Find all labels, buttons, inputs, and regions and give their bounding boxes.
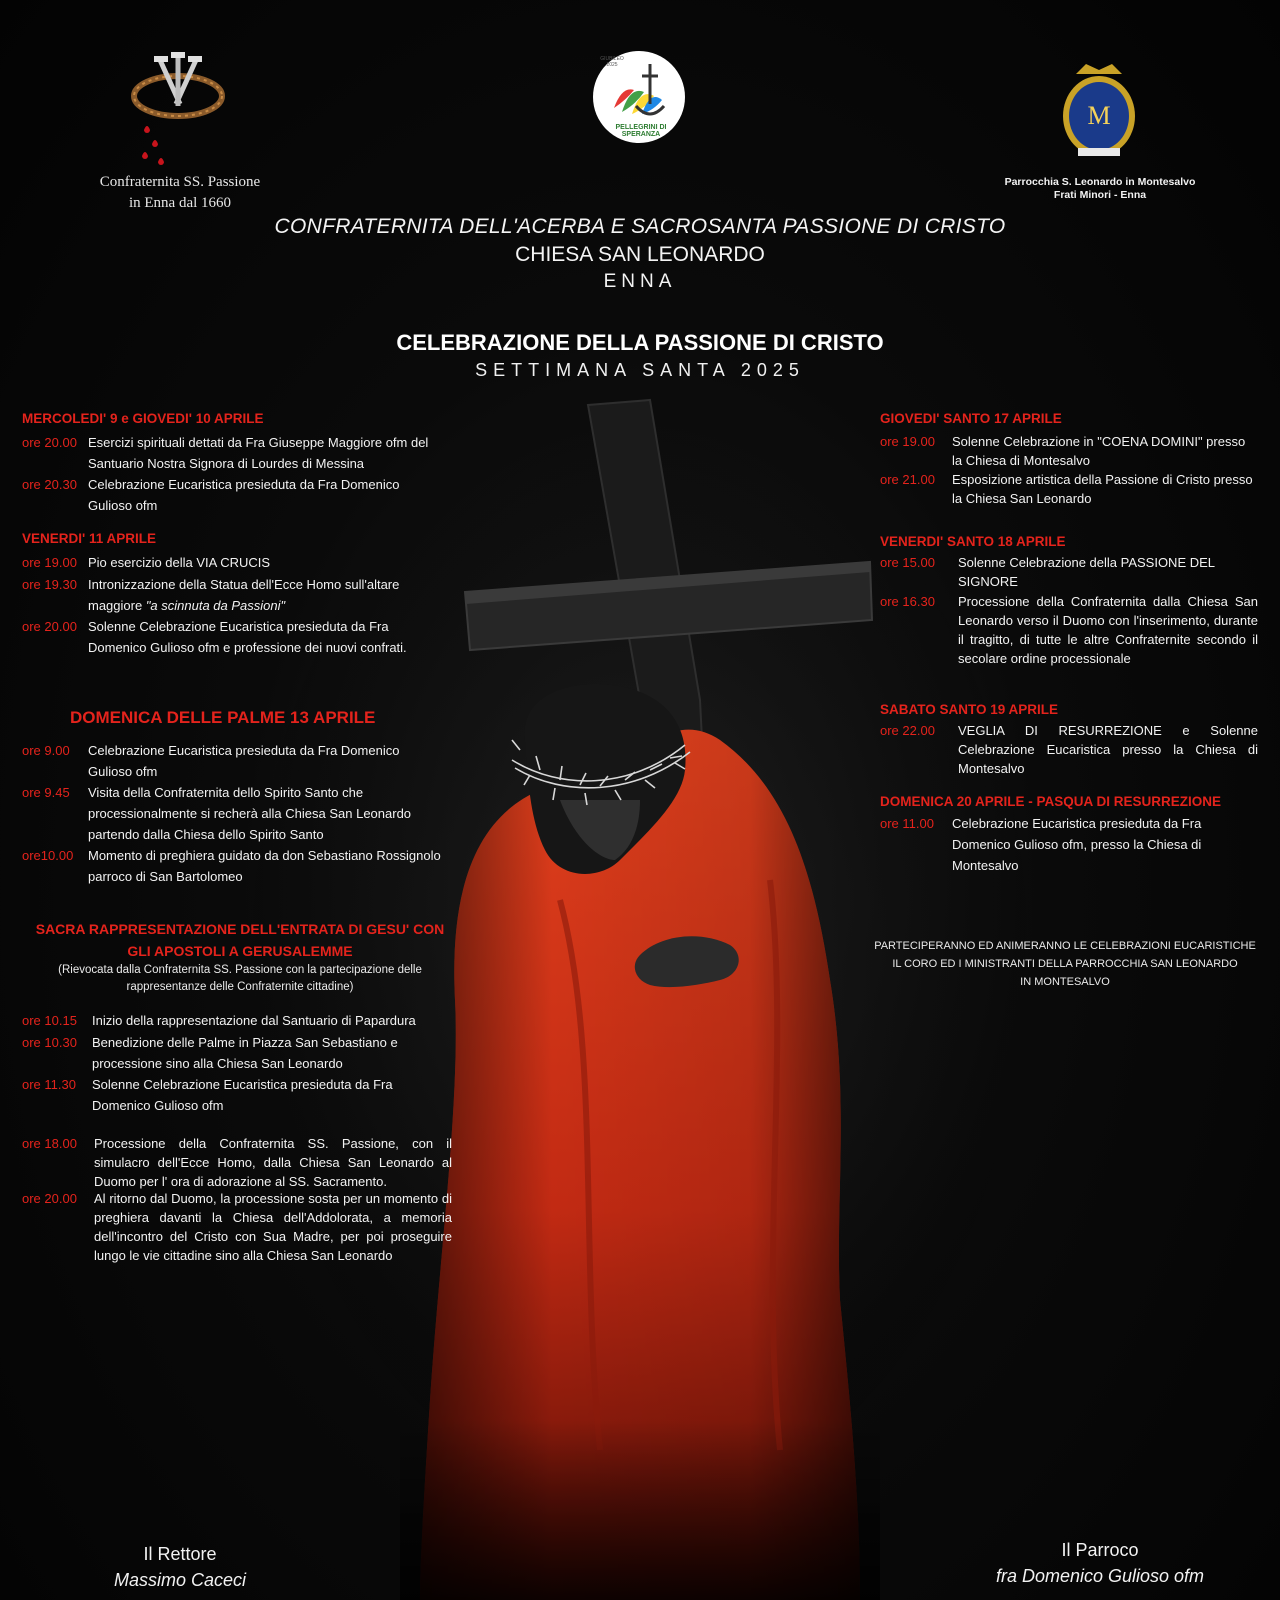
entry-description: Solenne Celebrazione Eucaristica presieduta da Fra Domenico Gulioso ofm e professione dei nuovi confrati. <box>88 619 407 655</box>
day-heading-sabato-santo: SABATO SANTO 19 APRILE <box>880 702 1059 717</box>
entry-time: ore 15.00 <box>880 555 935 570</box>
entry-description-text: Intronizzazione della Statua dell'Ecce Homo sull'altare maggiore <box>88 577 400 613</box>
entry-time: ore10.00 <box>22 848 74 863</box>
confraternita-title: CONFRATERNITA DELL'ACERBA E SACROSANTA PASSIONE DI CRISTO <box>274 215 1006 238</box>
confraternita-crown-logo-icon <box>128 48 228 173</box>
schedule-entry <box>22 1074 442 1116</box>
entry-time: ore 9.45 <box>22 785 70 800</box>
schedule-entry <box>22 616 442 658</box>
parish-crest-logo-icon <box>1056 60 1142 162</box>
entry-description: Al ritorno dal Duomo, la processione sosta per un momento di preghiera davanti la Chiesa dell'Addolorata, a memoria dell'incontro del Cristo con Sua Madre, per poi proseguire lungo le vie cittadine sino alla Chiesa San Leonardo <box>94 1191 452 1263</box>
parish-caption-line1: Parrocchia S. Leonardo in Montesalvo <box>1004 176 1196 188</box>
closing-note-line1: PARTECIPERANNO ED ANIMERANNO LE CELEBRAZIONI EUCARISTICHE <box>874 940 1256 952</box>
entry-time: ore 20.30 <box>22 477 77 492</box>
sacra-rappresentazione-heading <box>30 918 450 962</box>
confraternita-caption-line2: in Enna dal 1660 <box>128 195 232 211</box>
schedule-entry <box>22 1010 452 1031</box>
entry-time: ore 10.30 <box>22 1035 77 1050</box>
entry-description: Solenne Celebrazione in "COENA DOMINI" presso la Chiesa di Montesalvo <box>952 434 1246 468</box>
parish-caption-line2: Frati Minori - Enna <box>1053 189 1147 201</box>
schedule-entry <box>22 782 442 845</box>
entry-description: Esposizione artistica della Passione di Cristo presso la Chiesa San Leonardo <box>952 472 1253 506</box>
confraternita-caption <box>80 172 280 214</box>
entry-time: ore 9.00 <box>22 743 70 758</box>
schedule-entry <box>22 1134 452 1191</box>
entry-description <box>22 574 442 616</box>
schedule-entry <box>22 845 442 887</box>
svg-text:M: M <box>1087 101 1111 130</box>
entry-description: Inizio della rappresentazione dal Santuario di Papardura <box>92 1013 416 1028</box>
sacra-heading-line2: GLI APOSTOLI A GERUSALEMME <box>127 943 353 959</box>
event-subtitle: SETTIMANA SANTA 2025 <box>475 360 805 380</box>
closing-note-line3: IN MONTESALVO <box>1020 976 1110 988</box>
entry-time: ore 19.00 <box>22 555 77 570</box>
schedule-entry <box>22 574 442 616</box>
city-name: ENNA <box>603 271 677 292</box>
entry-description: Visita della Confraternita dello Spirito Santo che processionalmente si recherà alla Chiesa San Leonardo partendo dalla Chiesa dello Spirito Santo <box>88 785 412 842</box>
entry-description: Pio esercizio della VIA CRUCIS <box>88 555 271 570</box>
schedule-entry <box>880 553 1258 591</box>
day-heading-domenica-palme: DOMENICA DELLE PALME 13 APRILE <box>70 708 376 727</box>
confraternita-caption-line1: Confraternita SS. Passione <box>99 174 261 190</box>
schedule-entry <box>22 1032 442 1074</box>
parroco-name: fra Domenico Gulioso ofm <box>995 1566 1205 1586</box>
entry-description: Momento di preghiera guidato da don Sebastiano Rossignolo parroco di San Bartolomeo <box>88 848 441 884</box>
entry-time: ore 16.30 <box>880 594 935 609</box>
parish-caption <box>980 176 1220 202</box>
sacra-note <box>40 962 440 996</box>
entry-time: ore 11.00 <box>880 816 934 831</box>
closing-note-line2: IL CORO ED I MINISTRANTI DELLA PARROCCHIA SAN LEONARDO <box>892 958 1238 970</box>
entry-time: ore 20.00 <box>22 435 77 450</box>
entry-description: VEGLIA DI RESURREZIONE e Solenne Celebrazione Eucaristica presso la Chiesa di Montesalvo <box>958 723 1258 776</box>
entry-description: Celebrazione Eucaristica presieduta da Fra Domenico Gulioso ofm <box>88 477 400 513</box>
entry-description: Processione della Confraternita dalla Chiesa San Leonardo verso il Duomo con l'inserimento, durante il tragitto, di tutte le altre Confraternite secondo il secolare ordine processionale <box>958 594 1258 666</box>
entry-description: Solenne Celebrazione della PASSIONE DEL SIGNORE <box>958 555 1215 589</box>
schedule-entry <box>880 721 1258 778</box>
day-heading-pasqua: DOMENICA 20 APRILE - PASQUA DI RESURREZIONE <box>880 794 1222 809</box>
entry-time: ore 20.00 <box>22 1191 77 1206</box>
sacra-heading-line1: SACRA RAPPRESENTAZIONE DELL'ENTRATA DI GESU' CON <box>35 921 445 937</box>
schedule-entry <box>22 474 442 516</box>
entry-description: Esercizi spirituali dettati da Fra Giuseppe Maggiore ofm del Santuario Nostra Signora di Lourdes di Messina <box>88 435 429 471</box>
entry-time: ore 22.00 <box>880 723 935 738</box>
schedule-entry <box>880 813 1220 876</box>
entry-description: Solenne Celebrazione Eucaristica presieduta da Fra Domenico Gulioso ofm <box>92 1077 393 1113</box>
schedule-entry <box>22 740 442 782</box>
entry-description-italic: "a scinnuta da Passioni" <box>145 598 286 613</box>
sacra-note-line1: (Rievocata dalla Confraternita SS. Passione con la partecipazione delle <box>58 964 422 976</box>
day-heading-venerdi-santo: VENERDI' SANTO 18 APRILE <box>880 534 1066 549</box>
entry-description: Celebrazione Eucaristica presieduta da Fra Domenico Gulioso ofm <box>88 743 400 779</box>
closing-note <box>860 937 1270 991</box>
entry-time: ore 19.00 <box>880 434 935 449</box>
entry-time: ore 20.00 <box>22 619 77 634</box>
schedule-entry <box>880 470 1258 508</box>
entry-time: ore 10.15 <box>22 1013 77 1028</box>
schedule-entry <box>22 432 442 474</box>
entry-time: ore 11.30 <box>22 1077 76 1092</box>
event-title: CELEBRAZIONE DELLA PASSIONE DI CRISTO <box>396 330 884 355</box>
church-name: CHIESA SAN LEONARDO <box>515 243 765 266</box>
day-heading-venerdi: VENERDI' 11 APRILE <box>22 531 156 546</box>
schedule-entry <box>22 552 442 573</box>
schedule-entry <box>880 592 1258 668</box>
schedule-entry <box>22 1189 452 1265</box>
entry-description: Processione della Confraternita SS. Passione, con il simulacro dell'Ecce Homo, dalla Chiesa San Leonardo al Duomo per l' ora di adorazione al SS. Sacramento. <box>94 1136 452 1189</box>
bottom-fade <box>400 1420 880 1600</box>
jubilee-logo-bottom-text: PELLEGRINI DI SPERANZA <box>615 124 667 138</box>
schedule-entry <box>880 432 1258 470</box>
rettore-name: Massimo Caceci <box>113 1570 247 1590</box>
jubilee-logo-top-text: GIUBILEO 2025 <box>600 56 624 68</box>
day-heading-mercoledi: MERCOLEDI' 9 e GIOVEDI' 10 APRILE <box>22 411 264 426</box>
entry-time: ore 18.00 <box>22 1136 77 1151</box>
day-heading-giovedi-santo: GIOVEDI' SANTO 17 APRILE <box>880 411 1062 426</box>
entry-time: ore 21.00 <box>880 472 935 487</box>
sacra-note-line2: rappresentanze delle Confraternite cittadine) <box>126 981 354 993</box>
entry-description: Celebrazione Eucaristica presieduta da Fra Domenico Gulioso ofm, presso la Chiesa di Montesalvo <box>952 816 1202 873</box>
entry-description: Benedizione delle Palme in Piazza San Sebastiano e processione sino alla Chiesa San Leonardo <box>92 1035 398 1071</box>
entry-time: ore 19.30 <box>22 577 77 592</box>
parroco-role: Il Parroco <box>1061 1540 1139 1560</box>
rettore-role: Il Rettore <box>143 1544 217 1564</box>
